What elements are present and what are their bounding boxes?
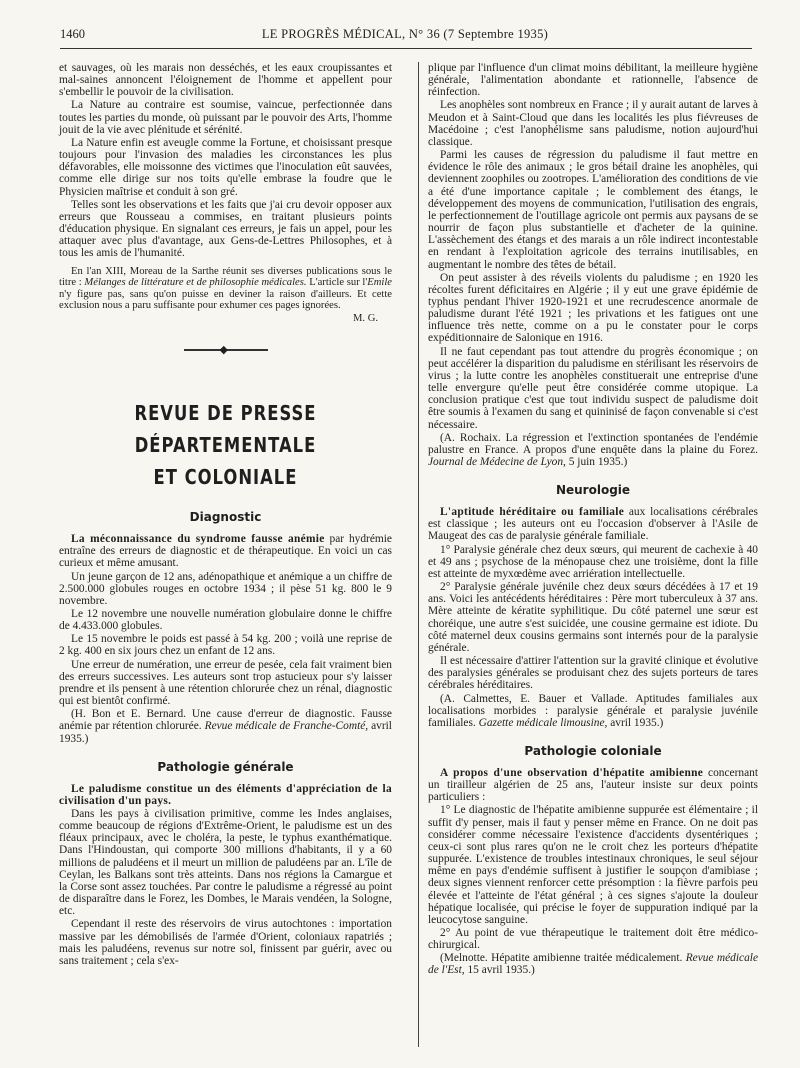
paragraph: 2° Paralysie générale juvénile chez deux sœurs décédées à 17 et 19 ans. Voici les antécédents héréditaires : Père mort tuberculeux à 37 ans. Mère atteinte de kératite syphilitique. Du côté paternel une sœur est choréique, une autre s'est suicidée, une cousine germaine est idiote. Du côté maternel deux cousins germains sont internés pour de la paralysie générale. xyxy=(428,581,758,654)
reference: (Melnotte. Hépatite amibienne traitée médicalement. Revue médicale de l'Est, 15 avril 1935.) xyxy=(428,952,758,977)
paragraph: 1° Paralysie générale chez deux sœurs, qui meurent de cachexie à 40 et 49 ans ; psychose de la ménopause chez une troisième, dont la fille est atteinte de myxœdème avec arriération intellectuelle. xyxy=(428,543,758,580)
paragraph: Telles sont les observations et les faits que j'ai cru devoir opposer aux erreurs que Rousseau a commises, en traitant plusieurs points d'éducation physique. En signalant ces erreurs, je fais un appel, pour les attaquer avec plus d'avantage, aux Gens-de-Lettres Philosophes, et à tous les amis de l'humanité. xyxy=(59,198,392,260)
paragraph: L'aptitude héréditaire ou familiale aux localisations cérébrales est classique ; les auteurs ont eu l'occasion d'observer à l'Asile de Maugeat des cas de paralysie générale familiale. xyxy=(428,506,758,543)
paragraph: La Nature enfin est aveugle comme la Fortune, et choisissant presque toujours pour l'invasion des maladies les circonstances les plus défavorables, elle moissonne des victimes que l'inoculation eût sauvées, comme elle dirige sur nos toits qu'elle embrase la foudre que le Physicien maîtrise et conduit à son gré. xyxy=(59,136,392,198)
paragraph: Le paludisme constitue un des éléments d'appréciation de la civilisation d'un pays. xyxy=(59,782,392,807)
reference: (A. Calmettes, E. Bauer et Vallade. Aptitudes familiales aux localisations morbides : paralysie générale et paralysie juvénile familiales. Gazette médicale limousine, avril 1935.) xyxy=(428,692,758,729)
subheading-diagnostic: Diagnostic xyxy=(189,510,262,525)
ornament-divider xyxy=(184,343,268,357)
reference: (A. Rochaix. La régression et l'extinction spontanées de l'endémie palustre en France. A propos d'une enquête dans la plaine du Forez. Journal de Médecine de Lyon, 5 juin 1935.) xyxy=(428,431,758,468)
paragraph: Le 15 novembre le poids est passé à 54 kg. 200 ; voilà une reprise de 2 kg. 400 en six jours chez un enfant de 12 ans. xyxy=(59,633,392,658)
paragraph: Un jeune garçon de 12 ans, adénopathique et anémique a un chiffre de 2.500.000 globules rouges en octobre 1934 ; il pèse 51 kg. 800 le 9 novembre. xyxy=(59,570,392,607)
paragraph: 1° Le diagnostic de l'hépatite amibienne suppurée est élémentaire ; il suffit d'y penser, mais il faut y penser même en France. On ne doit pas considérer comme nécessaire l'existence d'accidents dysentériques ; ceux-ci sont plus rares qu'on ne le croit chez les porteurs d'hépatite suppurée. L'existence de troubles intestinaux chroniques, le seul séjour même en pays d'endémie suffisent à justifier le soupçon d'amibiase ; deux signes viennent renforcer cette présomption : la fièvre parfois peu élevée et l'atteinte de l'état général ; à ces signes s'ajoute la douleur hépatique localisée, qui précise le foyer de suppuration indiqué par la leucocytose sanguine. xyxy=(428,804,758,926)
paragraph: La Nature au contraire est soumise, vaincue, perfectionnée dans toutes les parties du monde, où puissant par le pouvoir des Arts, l'homme jouit de la vie avec plénitude et sérénité. xyxy=(59,99,392,136)
editor-note: En l'an XIII, Moreau de la Sarthe réunit ses diverses publications sous le titre : Mélanges de littérature et de philosophie médicales. L'article sur l'Emile n'y figure pas, sans qu'on puisse en deviner la raison d'ailleurs. Et cette exclusion nous a paru suffisante pour exhumer ces pages ignorées. xyxy=(59,265,392,312)
header-rule xyxy=(60,48,752,49)
left-column xyxy=(59,62,392,968)
paragraph: et sauvages, où les marais non desséchés, et les eaux croupissantes et mal-saines annoncent l'éloignement de l'homme et appellent pour s'embellir le pouvoir de la civilisation. xyxy=(59,62,392,99)
paragraph: plique par l'influence d'un climat moins débilitant, la meilleure hygiène générale, l'alimentation abondante et rationnelle, l'absence de réinfection. xyxy=(428,62,758,99)
paragraph: Parmi les causes de régression du paludisme il faut mettre en évidence le rôle des animaux ; le gros bétail draine les anophèles, qui deviennent zoophiles ou zootropes. L'amélioration des conditions de vie a été d'une importance capitale ; le comblement des étangs, le développement des moyens de communication, l'utilisation des engrais, le perfectionnement de l'outillage agricole ont permis aux paysans de se nourrir de façon plus substantielle et d'acheter de la quinine. L'assèchement des étangs et des marais a un rôle indirect incontestable en rendant à l'exploitation agricole des terrains inutilisables, en augmentant le nombre des têtes de bétail. xyxy=(428,149,758,271)
book-title: Mélanges de littérature et de philosophie médicales. xyxy=(84,277,307,289)
paragraph: A propos d'une observation d'hépatite amibienne concernant un tirailleur algérien de 25 ans, l'auteur insiste sur deux points particuliers : xyxy=(428,766,758,804)
section-title: REVUE DE PRESSE DÉPARTEMENTALE ET COLONIALE xyxy=(134,401,317,490)
paragraph: Dans les pays à civilisation primitive, comme les Indes anglaises, comme beaucoup de régions d'Extrême-Orient, le paludisme est un des fléaux principaux, avec le choléra, la peste, le typhus exanthématique. Dans l'Hindoustan, qui comporte 300 millions d'habitants, il y a 60 millions de paludéens et il meurt un million de paludéens par an. L'île de Ceylan, les Balkans sont très atteints. Dans nos régions la Camargue et la Corse sont assez touchées. Par contre le paludisme a régressé au point de disparaître dans le Forez, les Dombes, le Marais vendéen, la Sologne, etc. xyxy=(59,808,392,918)
page-header xyxy=(60,22,750,46)
page-number: 1460 xyxy=(60,27,85,41)
right-column xyxy=(428,62,758,978)
signature: M. G. xyxy=(352,312,378,324)
paragraph: On peut assister à des réveils violents du paludisme ; en 1920 les récoltes furent déficitaires en Algérie ; il y eut une grave épidémie de typhus pendant l'hiver 1920-1921 et une recrudescence anormale de paludisme durant l'été 1921 ; les privations et les fatigues ont une influence très nette, comme on a pu le constater pour le corps expéditionnaire de Salonique en 1916. xyxy=(428,271,758,345)
column-divider xyxy=(418,62,419,1047)
diamond-icon: ◆ xyxy=(219,344,228,357)
subheading-pathologie-generale: Pathologie générale xyxy=(157,759,294,774)
paragraph: La méconnaissance du syndrome fausse anémie par hydrémie entraîne des erreurs de diagnostic et de thérapeutique. En voici un cas curieux et même amusant. xyxy=(59,533,392,570)
paragraph: Il est nécessaire d'attirer l'attention sur la gravité clinique et évolutive des paralysies générales se produisant chez des sujets porteurs de tares cérébrales héréditaires. xyxy=(428,655,758,692)
subheading-neurologie: Neurologie xyxy=(555,483,631,498)
paragraph: Il ne faut cependant pas tout attendre du progrès économique ; on peut accélérer la disparition du paludisme en stérilisant les réservoirs de virus ; la lutte contre les anophèles constituerait une entreprise d'une telle envergure qu'elle peut être considérée comme utopique. La conclusion pratique c'est que tout individu suspect de paludisme doit être soumis à l'examen du sang et quininisé de façon convenable si c'est nécessaire. xyxy=(428,345,758,431)
subheading-pathologie-coloniale: Pathologie coloniale xyxy=(524,743,662,758)
paragraph: Cependant il reste des réservoirs de virus autochtones : importation massive par les démobilisés de l'armée d'Orient, coloniaux rapatriés ; mais les paludéens, revenus sur notre sol, finissent par guérir, avec ou sans traitement ; cela s'ex- xyxy=(59,918,392,967)
paragraph: Les anophèles sont nombreux en France ; il y aurait autant de larves à Meudon et à Saint-Cloud que dans les localités les plus fiévreuses de Macédoine ; c'est l'anophélisme sans paludisme, notion aujourd'hui classique. xyxy=(428,99,758,148)
paragraph: Une erreur de numération, une erreur de pesée, cela fait vraiment bien des erreurs successives. Les auteurs sont trop astucieux pour s'y laisser prendre et ils pensent à une rétention chlorurée chez un rénal, diagnostic qui est bientôt confirmé. xyxy=(59,658,392,708)
paragraph: Le 12 novembre une nouvelle numération globulaire donne le chiffre de 4.433.000 globules. xyxy=(59,607,392,633)
paragraph: 2° Au point de vue thérapeutique le traitement doit être médico-chirurgical. xyxy=(428,927,758,952)
reference: (H. Bon et E. Bernard. Une cause d'erreur de diagnostic. Fausse anémie par rétention chlorurée. Revue médicale de Franche-Comté, avril 1935.) xyxy=(59,708,392,745)
running-title: LE PROGRÈS MÉDICAL, N° 36 (7 Septembre 1935) xyxy=(261,27,549,41)
